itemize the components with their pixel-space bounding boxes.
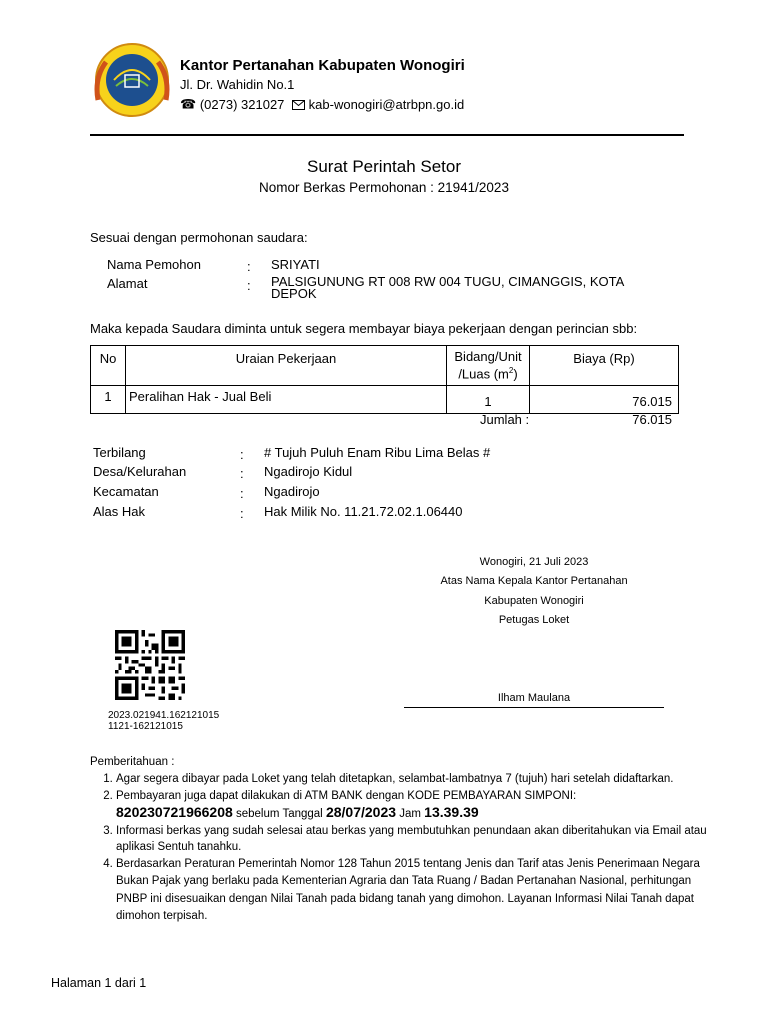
applicant-address-value: PALSIGUNUNG RT 008 RW 004 TUGU, CIMANGGIS, KOTA DEPOK: [271, 274, 624, 301]
office-contact: [180, 96, 464, 113]
terbilang-label: Terbilang: [93, 445, 146, 460]
header-divider: [90, 134, 684, 136]
applicant-name-value: SRIYATI: [271, 257, 320, 272]
header-bidang-line2: /Luas (m: [458, 366, 509, 382]
notice-item2-before: sebelum Tanggal: [236, 808, 323, 820]
signature-position: Petugas Loket: [498, 614, 570, 626]
desa-label: Desa/Kelurahan: [93, 464, 187, 479]
desa-value: Ngadirojo Kidul: [264, 464, 353, 479]
notice-item: [116, 788, 716, 823]
row-biaya: 76.015: [530, 386, 679, 414]
total-label: Jumlah :: [480, 412, 530, 427]
qr-code-line2: 1121-162121015: [108, 721, 183, 732]
colon: :: [240, 506, 244, 521]
kecamatan-label: Kecamatan: [93, 484, 159, 499]
header-uraian: Uraian Pekerjaan: [126, 346, 447, 386]
table-header-row: [91, 346, 679, 386]
signature-regency: Kabupaten Wonogiri: [484, 595, 584, 607]
payment-code: 820230721966208: [116, 804, 233, 820]
notice-item: 1. Agar segera dibayar pada Loket yang telah ditetapkan, selambat-lambatnya 7 (tujuh) hari setelah didaftarkan.: [116, 771, 716, 788]
document-number: Nomor Berkas Permohonan : 21941/2023: [259, 180, 509, 195]
header-biaya: Biaya (Rp): [530, 346, 679, 386]
row-no: 1: [91, 386, 126, 414]
request-text: Maka kepada Saudara diminta untuk segera membayar biaya pekerjaan dengan perincian sbb:: [90, 321, 638, 336]
colon: :: [247, 259, 251, 274]
signature-place-date: Wonogiri, 21 Juli 2023: [479, 556, 589, 568]
row-uraian: Peralihan Hak - Jual Beli: [126, 386, 447, 414]
colon: :: [240, 466, 244, 481]
header-bidang: [447, 346, 530, 386]
notice-item2-text: Pembayaran juga dapat dilakukan di ATM BANK dengan KODE PEMBAYARAN SIMPONI:: [116, 789, 577, 802]
applicant-address-label: Alamat: [107, 276, 148, 291]
colon: :: [247, 278, 251, 293]
notice-item: 3. Informasi berkas yang sudah selesai atau berkas yang membutuhkan penundaan akan diberitahukan via Email atau aplikasi Sentuh tanahku.: [116, 823, 716, 856]
colon: :: [240, 486, 244, 501]
table-row: [91, 386, 679, 414]
envelope-icon: [292, 100, 305, 110]
header-bidang-sup: 2: [508, 366, 514, 375]
payment-deadline-date: 28/07/2023: [325, 804, 397, 820]
signature-on-behalf: Atas Nama Kepala Kantor Pertanahan: [440, 575, 628, 587]
intro-text: Sesuai dengan permohonan saudara:: [90, 230, 308, 245]
page-footer: Halaman 1 dari 1: [51, 976, 147, 990]
qr-code-line1: 2023.021941.162121015: [108, 710, 220, 721]
header-bidang-close: ): [513, 366, 518, 382]
header-bidang-line1: Bidang/Unit: [454, 349, 522, 364]
notices-list: [90, 771, 716, 926]
applicant-name-label: Nama Pemohon: [107, 257, 201, 272]
signature-line: [404, 707, 664, 708]
atr-bpn-logo: [92, 40, 172, 120]
alas-hak-value: Hak Milik No. 11.21.72.02.1.06440: [264, 504, 463, 519]
office-address: Jl. Dr. Wahidin No.1: [180, 77, 295, 92]
alas-hak-label: Alas Hak: [93, 504, 146, 519]
phone-icon: ☎: [180, 96, 197, 112]
office-email: kab-wonogiri@atrbpn.go.id: [308, 97, 465, 113]
terbilang-value: # Tujuh Puluh Enam Ribu Lima Belas #: [264, 445, 491, 460]
colon: :: [240, 447, 244, 462]
signature-name: Ilham Maulana: [497, 692, 571, 704]
payment-deadline-time: 13.39.39: [424, 804, 479, 820]
fees-table: [90, 345, 679, 414]
total-value: 76.015: [632, 412, 672, 427]
row-bidang: 1: [447, 386, 530, 414]
notice-item2-jam: Jam: [399, 808, 421, 820]
kecamatan-value: Ngadirojo: [264, 484, 320, 499]
document-title: Surat Perintah Setor: [306, 157, 462, 176]
notices-heading: Pemberitahuan :: [90, 756, 175, 768]
qr-code: [113, 630, 187, 700]
office-name: Kantor Pertanahan Kabupaten Wonogiri: [180, 57, 465, 74]
header-no: No: [91, 346, 126, 386]
notice-item: 4. Berdasarkan Peraturan Pemerintah Nomor 128 Tahun 2015 tentang Jenis dan Tarif atas Jenis Penerimaan Negara Bukan Pajak yang berlaku pada Kementerian Agraria dan Tata Ruang / Badan Pertanahan Nasional, perhitungan PNBP ini disesuaikan dengan Nilai Tanah pada bidang tanah yang dimohon. Layanan Informasi Nilai Tanah dapat dimohon terpisah.: [116, 856, 716, 926]
office-phone: (0273) 321027: [199, 97, 285, 113]
